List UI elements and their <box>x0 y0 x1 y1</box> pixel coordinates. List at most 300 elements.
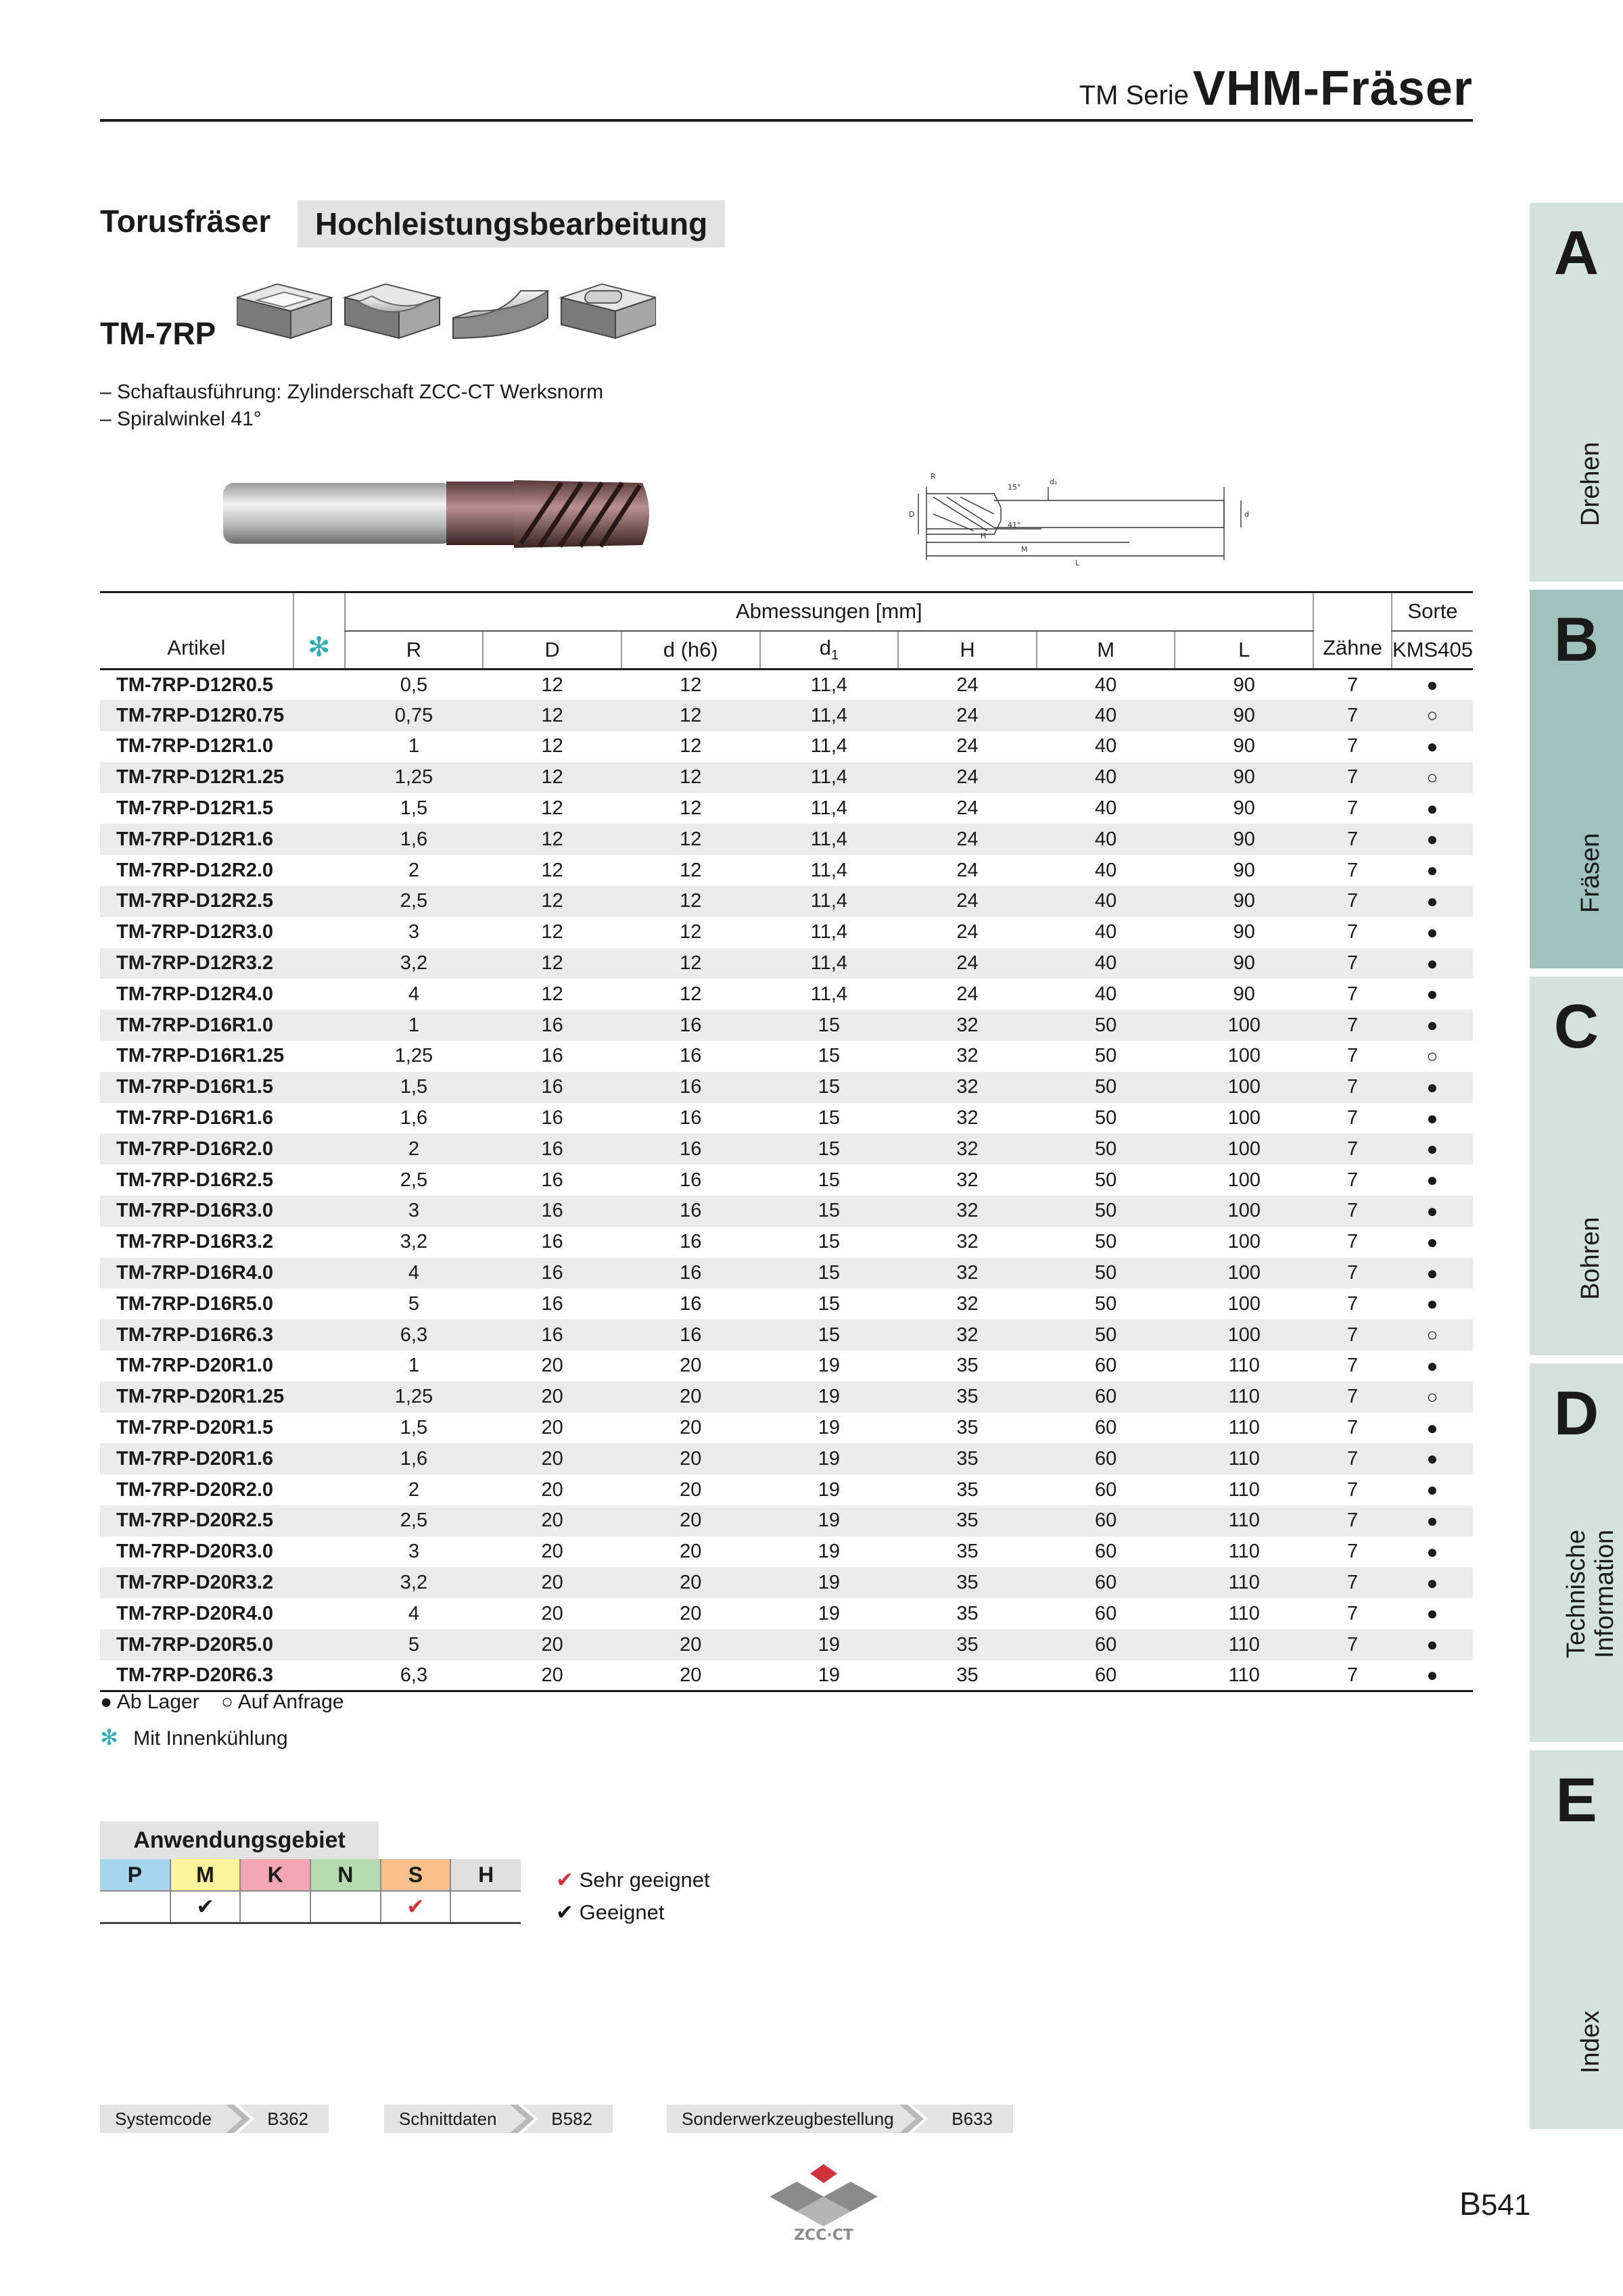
cell-m: 60 <box>1037 1568 1175 1599</box>
cell-m: 50 <box>1037 1196 1175 1227</box>
cell-d1: 11,4 <box>810 735 848 757</box>
cell-artikel: TM-7RP-D20R1.25 <box>100 1382 293 1413</box>
cell-h: 35 <box>956 1602 979 1624</box>
cell-d-h6: 12 <box>680 674 702 696</box>
drawing-label-d: d <box>1244 510 1249 519</box>
cell-d-h6: 12 <box>680 983 702 1005</box>
cell-l: 100 <box>1175 1319 1313 1351</box>
cell-zaehne: 7 <box>1346 1541 1359 1563</box>
cell-d-h6: 16 <box>680 1169 702 1191</box>
cell-d-h6: 20 <box>680 1355 702 1377</box>
material-k: K <box>240 1859 310 1891</box>
cell-m: 60 <box>1095 1541 1117 1563</box>
cell-artikel: TM-7RP-D16R2.0 <box>100 1133 293 1165</box>
cell-artikel: TM-7RP-D16R3.0 <box>100 1196 293 1227</box>
model-name: TM-7RP <box>100 316 216 351</box>
cell-d-h6: 16 <box>680 1231 702 1253</box>
cell-grade: ● <box>1426 1293 1438 1315</box>
tab-label: Fräsen <box>1576 833 1605 913</box>
cell-r: 4 <box>408 983 420 1005</box>
cell-coolant <box>293 1474 345 1505</box>
cell-m: 50 <box>1095 1169 1117 1191</box>
cell-r: 1,25 <box>345 762 484 793</box>
cell-h: 32 <box>898 1319 1037 1351</box>
cell-h: 24 <box>956 735 979 757</box>
cell-d-upper: 16 <box>541 1045 563 1067</box>
tab-bohren[interactable] <box>1530 973 1623 1355</box>
cell-l: 90 <box>1233 797 1255 820</box>
table-row <box>100 670 1473 701</box>
cell-h: 32 <box>898 1072 1037 1103</box>
cell-d-h6: 12 <box>621 700 760 731</box>
col-header-d-h6: d (h6) <box>621 631 760 670</box>
cell-d1: 19 <box>818 1355 841 1377</box>
cell-artikel: TM-7RP-D12R0.75 <box>100 700 293 731</box>
cell-grade: ○ <box>1392 700 1473 731</box>
cell-zaehne: 7 <box>1313 1568 1392 1599</box>
cell-coolant <box>293 1319 345 1351</box>
col-header-l: L <box>1175 631 1313 670</box>
cell-d1: 15 <box>818 1045 841 1067</box>
table-row <box>100 824 1473 855</box>
material-suitability-row <box>100 1891 521 1923</box>
application-grid <box>100 1859 521 1924</box>
pocket-shape-icon <box>561 284 656 338</box>
col-header-d1-sub: 1 <box>830 648 839 663</box>
cell-artikel: TM-7RP-D20R2.5 <box>100 1505 293 1537</box>
drawing-label-r: R <box>931 472 936 481</box>
cell-r: 1,6 <box>345 824 484 855</box>
cell-grade: ● <box>1392 1660 1473 1691</box>
cell-l: 110 <box>1175 1568 1313 1599</box>
cell-zaehne: 7 <box>1346 1355 1359 1377</box>
cell-l: 110 <box>1175 1443 1313 1474</box>
cell-d-h6: 12 <box>680 735 702 757</box>
tab-letter: C <box>1553 992 1599 1061</box>
cell-grade: ● <box>1426 1355 1438 1376</box>
cell-h: 24 <box>956 859 979 881</box>
cell-m: 50 <box>1037 1258 1175 1289</box>
cell-d-upper: 12 <box>541 983 563 1005</box>
cell-d-upper: 16 <box>483 1133 621 1165</box>
cell-d-h6: 12 <box>621 948 760 979</box>
cell-d-upper: 16 <box>483 1072 621 1103</box>
cell-l: 110 <box>1228 1417 1260 1439</box>
cell-grade: ● <box>1426 1107 1438 1129</box>
page-number <box>1459 2186 1530 2223</box>
coolant-legend-text: Mit Innenkühlung <box>133 1727 288 1750</box>
cell-artikel: TM-7RP-D16R2.5 <box>116 1169 274 1191</box>
cell-r: 1 <box>408 1355 420 1377</box>
cell-d-upper: 12 <box>541 735 563 757</box>
cell-r: 6,3 <box>345 1660 484 1691</box>
cell-d-h6: 20 <box>621 1660 760 1691</box>
cell-d-upper: 16 <box>483 1010 621 1041</box>
cell-grade: ● <box>1392 1505 1473 1537</box>
cell-m: 60 <box>1037 1505 1175 1537</box>
cell-h: 24 <box>956 674 979 696</box>
cell-m: 60 <box>1095 1417 1117 1439</box>
cell-zaehne: 7 <box>1346 921 1359 943</box>
cell-l: 90 <box>1233 735 1255 757</box>
cell-coolant <box>293 1288 345 1319</box>
cell-l: 90 <box>1233 921 1255 943</box>
page-letter: B <box>1459 2186 1482 2222</box>
cell-l: 100 <box>1175 1133 1313 1165</box>
cell-r: 1,6 <box>345 1443 484 1474</box>
table-row <box>100 1598 1473 1629</box>
ref-label: Systemcode <box>115 2109 212 2129</box>
cell-zaehne: 7 <box>1346 1602 1359 1624</box>
cell-zaehne: 7 <box>1346 797 1359 820</box>
tab-label-line1: Technische <box>1562 1529 1591 1658</box>
cell-grade: ● <box>1426 1417 1438 1438</box>
drawing-label-d-upper: D <box>909 510 915 519</box>
cell-grade: ● <box>1392 1629 1473 1660</box>
cell-d-h6: 16 <box>680 1292 702 1315</box>
cell-h: 35 <box>956 1355 979 1377</box>
ref-label: Schnittdaten <box>399 2109 497 2129</box>
cell-d1: 15 <box>760 1133 899 1165</box>
cell-d-h6: 20 <box>621 1443 760 1474</box>
cell-zaehne: 7 <box>1346 1169 1359 1191</box>
page-header <box>100 61 1473 122</box>
cell-coolant <box>293 1227 345 1258</box>
cell-d1: 15 <box>760 1196 899 1227</box>
col-header-h: H <box>898 631 1037 670</box>
cell-h: 24 <box>956 921 979 943</box>
cell-d-upper: 12 <box>483 824 621 855</box>
cell-coolant <box>293 670 345 701</box>
cell-m: 60 <box>1095 1478 1117 1501</box>
cell-grade: ● <box>1426 735 1438 757</box>
cell-r: 6,3 <box>345 1319 484 1351</box>
cell-zaehne: 7 <box>1313 700 1392 731</box>
cell-artikel: TM-7RP-D12R1.0 <box>116 735 274 757</box>
ref-schnittdaten[interactable] <box>384 2105 613 2133</box>
cell-r: 1,5 <box>400 1417 428 1439</box>
cell-artikel: TM-7RP-D16R4.0 <box>100 1258 293 1289</box>
cell-h: 24 <box>956 797 979 820</box>
cell-d-upper: 20 <box>541 1541 563 1563</box>
cell-d-upper: 20 <box>483 1568 621 1599</box>
table-row <box>100 917 1473 948</box>
cell-artikel: TM-7RP-D16R1.6 <box>116 1107 274 1129</box>
material-mark-p <box>100 1891 170 1923</box>
cell-d1: 19 <box>760 1629 899 1660</box>
cell-h: 35 <box>898 1629 1037 1660</box>
cell-h: 32 <box>956 1292 979 1315</box>
cell-m: 50 <box>1095 1107 1117 1129</box>
tab-label: Bohren <box>1576 1217 1605 1300</box>
cell-d1: 11,4 <box>760 700 899 731</box>
cell-coolant <box>293 1660 345 1691</box>
cell-d1: 19 <box>818 1541 841 1563</box>
cell-l: 90 <box>1175 824 1313 855</box>
cell-h: 35 <box>956 1541 979 1563</box>
tab-drehen[interactable] <box>1530 199 1623 582</box>
cell-h: 35 <box>898 1382 1037 1413</box>
cell-r: 3 <box>345 1196 484 1227</box>
section-badge: Hochleistungsbearbeitung <box>298 200 725 248</box>
cell-grade: ● <box>1426 674 1438 696</box>
cell-coolant <box>293 1568 345 1599</box>
cell-zaehne: 7 <box>1346 1417 1359 1439</box>
cell-zaehne: 7 <box>1313 1505 1392 1537</box>
cell-d1: 11,4 <box>760 886 899 917</box>
cell-grade: ● <box>1392 1568 1473 1599</box>
cell-coolant <box>293 1103 345 1134</box>
cell-l: 100 <box>1227 1169 1261 1191</box>
cell-l: 100 <box>1227 1231 1261 1253</box>
legend-suitable: Geeignet <box>579 1900 665 1924</box>
cell-artikel: TM-7RP-D20R6.3 <box>100 1660 293 1691</box>
cell-coolant <box>293 1413 345 1444</box>
drawing-label-angle1: 15° <box>1008 483 1021 492</box>
cell-artikel: TM-7RP-D16R1.25 <box>116 1045 285 1067</box>
cell-d-upper: 20 <box>483 1660 621 1691</box>
cell-d1: 15 <box>818 1292 841 1315</box>
col-header-d1 <box>760 631 899 670</box>
logo-text: ZCC·CT <box>794 2227 853 2243</box>
table-row <box>100 1413 1473 1444</box>
cell-d-upper: 12 <box>483 762 621 793</box>
cell-l: 110 <box>1228 1355 1260 1377</box>
cell-h: 32 <box>956 1231 979 1253</box>
table-row <box>100 762 1473 793</box>
cell-r: 1 <box>408 735 420 757</box>
cell-m: 40 <box>1037 700 1175 731</box>
cell-d-upper: 20 <box>541 1602 563 1624</box>
cell-d1: 11,4 <box>810 859 848 881</box>
cell-d-upper: 12 <box>541 921 563 943</box>
cell-h: 35 <box>898 1660 1037 1691</box>
col-header-coolant <box>293 592 345 670</box>
cell-grade: ○ <box>1392 762 1473 793</box>
cell-d1: 19 <box>818 1602 841 1624</box>
cell-d-h6: 20 <box>621 1505 760 1537</box>
cell-m: 50 <box>1095 1231 1117 1253</box>
cell-h: 32 <box>898 1196 1037 1227</box>
step-shape-icon <box>237 284 331 338</box>
cell-d-h6: 12 <box>680 921 702 943</box>
coolant-legend-icon: ✻ <box>100 1725 118 1750</box>
cell-d-h6: 16 <box>680 1045 702 1067</box>
cell-d1: 11,4 <box>810 674 848 696</box>
cell-r: 3,2 <box>400 1231 428 1253</box>
cell-zaehne: 7 <box>1313 824 1392 855</box>
cell-grade: ● <box>1392 948 1473 979</box>
product-table-body <box>100 670 1473 1691</box>
cell-m: 40 <box>1095 735 1117 757</box>
cell-l: 100 <box>1227 1107 1261 1129</box>
technical-drawing <box>906 460 1258 568</box>
cell-d-upper: 12 <box>483 948 621 979</box>
cell-coolant <box>293 1196 345 1227</box>
cell-r: 1 <box>345 1010 484 1041</box>
cell-artikel: TM-7RP-D16R5.0 <box>116 1292 274 1315</box>
ref-systemcode[interactable] <box>100 2105 329 2133</box>
cell-d-h6: 12 <box>621 762 760 793</box>
cell-d1: 19 <box>760 1505 899 1537</box>
cell-d1: 15 <box>818 1107 841 1129</box>
table-row <box>100 1103 1473 1134</box>
table-row <box>100 1660 1473 1691</box>
cell-artikel: TM-7RP-D20R4.0 <box>116 1602 274 1624</box>
cell-r: 2,5 <box>345 886 484 917</box>
zcc-ct-logo <box>763 2161 885 2243</box>
cell-d-upper: 20 <box>483 1443 621 1474</box>
cell-m: 50 <box>1037 1072 1175 1103</box>
cell-d-upper: 20 <box>483 1629 621 1660</box>
feature-list <box>100 379 603 433</box>
very-suitable-check-icon: ✔ <box>556 1868 573 1892</box>
table-row <box>100 1382 1473 1413</box>
cell-grade: ● <box>1392 1258 1473 1289</box>
cell-artikel: TM-7RP-D20R1.0 <box>116 1355 274 1377</box>
cell-artikel: TM-7RP-D12R1.6 <box>100 824 293 855</box>
table-row <box>100 886 1473 917</box>
cell-l: 90 <box>1175 762 1313 793</box>
cell-r: 3,2 <box>345 1568 484 1599</box>
feature-item: – Schaftausführung: Zylinderschaft ZCC-CT Werksnorm <box>100 381 604 403</box>
cell-d-upper: 12 <box>483 700 621 731</box>
product-table-wrap <box>100 591 1473 1692</box>
table-row <box>100 1537 1473 1568</box>
cell-l: 110 <box>1228 1602 1260 1624</box>
cell-d1: 15 <box>760 1319 899 1351</box>
cell-coolant <box>293 886 345 917</box>
cell-d1: 19 <box>760 1660 899 1691</box>
tool-photo <box>223 473 656 555</box>
cell-zaehne: 7 <box>1313 762 1392 793</box>
cell-grade: ● <box>1426 1169 1438 1191</box>
table-row <box>100 1505 1473 1537</box>
cell-m: 50 <box>1095 1045 1117 1067</box>
cell-d1: 15 <box>818 1231 841 1253</box>
cell-coolant <box>293 1351 345 1382</box>
cell-zaehne: 7 <box>1346 983 1359 1005</box>
cell-d1: 11,4 <box>760 824 899 855</box>
table-row <box>100 948 1473 979</box>
cell-m: 40 <box>1095 797 1117 820</box>
drawing-label-m: M <box>1021 545 1028 554</box>
cell-h: 32 <box>898 1258 1037 1289</box>
cell-grade: ● <box>1392 1072 1473 1103</box>
cell-grade: ○ <box>1392 1319 1473 1351</box>
cell-m: 40 <box>1037 886 1175 917</box>
table-row <box>100 1041 1473 1072</box>
cell-d1: 15 <box>760 1010 899 1041</box>
cell-artikel: TM-7RP-D12R1.5 <box>116 797 274 820</box>
cell-d-h6: 20 <box>680 1417 702 1439</box>
cell-m: 60 <box>1037 1660 1175 1691</box>
col-header-artikel: Artikel <box>100 592 293 670</box>
drawing-label-l: L <box>1075 559 1080 567</box>
cell-r: 2 <box>408 859 420 881</box>
cell-d-upper: 16 <box>483 1196 621 1227</box>
col-header-zaehne: Zähne <box>1313 592 1392 670</box>
tab-technische-information[interactable] <box>1530 1359 1623 1742</box>
cell-r: 0,5 <box>400 674 428 696</box>
cell-zaehne: 7 <box>1346 1045 1359 1067</box>
cell-d-h6: 16 <box>621 1133 760 1165</box>
material-mark-h <box>450 1891 521 1923</box>
cell-d1: 11,4 <box>810 921 848 943</box>
tab-letter: E <box>1555 1766 1597 1835</box>
cell-m: 50 <box>1037 1133 1175 1165</box>
cell-h: 35 <box>898 1443 1037 1474</box>
legend-very-suitable: Sehr geeignet <box>579 1868 710 1892</box>
cell-l: 110 <box>1175 1382 1313 1413</box>
ref-sonderwerkzeug[interactable] <box>667 2105 1013 2133</box>
tab-label-line2: Information <box>1591 1529 1619 1658</box>
cell-d1: 15 <box>760 1258 899 1289</box>
cell-h: 24 <box>898 762 1037 793</box>
cell-artikel: TM-7RP-D12R3.2 <box>100 948 293 979</box>
cell-d-h6: 12 <box>680 859 702 881</box>
cell-grade: ● <box>1426 983 1438 1005</box>
material-n: N <box>310 1859 381 1891</box>
cell-r: 3 <box>408 1541 420 1563</box>
cell-d-h6: 16 <box>621 1258 760 1289</box>
cell-m: 40 <box>1095 921 1117 943</box>
cell-coolant <box>293 1382 345 1413</box>
cell-d-h6: 20 <box>680 1602 702 1624</box>
table-row <box>100 979 1473 1010</box>
cell-l: 110 <box>1228 1478 1260 1501</box>
cell-r: 5 <box>345 1629 484 1660</box>
tab-index[interactable] <box>1530 1746 1623 2129</box>
cell-d-h6: 12 <box>621 886 760 917</box>
table-row <box>100 1227 1473 1258</box>
cell-zaehne: 7 <box>1346 859 1359 881</box>
cell-d1: 19 <box>760 1568 899 1599</box>
cell-coolant <box>293 1133 345 1165</box>
cell-grade: ● <box>1392 1196 1473 1227</box>
cell-artikel: TM-7RP-D20R2.0 <box>116 1478 274 1501</box>
cell-h: 32 <box>956 1107 979 1129</box>
col-header-d-upper: D <box>483 631 621 670</box>
cell-d-h6: 16 <box>621 1010 760 1041</box>
cell-l: 100 <box>1175 1258 1313 1289</box>
cell-coolant <box>293 1041 345 1072</box>
cell-coolant <box>293 1537 345 1568</box>
cell-zaehne: 7 <box>1346 1478 1359 1501</box>
ref-label: Sonderwerkzeugbestellung <box>682 2109 894 2129</box>
cell-m: 40 <box>1037 824 1175 855</box>
cell-d1: 19 <box>760 1382 899 1413</box>
cell-m: 50 <box>1037 1010 1175 1041</box>
tab-label <box>1562 1530 1619 1658</box>
cell-grade: ● <box>1392 1010 1473 1041</box>
material-mark-k <box>240 1891 310 1923</box>
series-label: TM Serie <box>1079 80 1189 110</box>
cell-coolant <box>293 1505 345 1537</box>
cell-r: 1,25 <box>394 1045 433 1067</box>
col-header-grade: KMS405 <box>1392 631 1473 670</box>
cell-artikel: TM-7RP-D12R2.5 <box>100 886 293 917</box>
cell-zaehne: 7 <box>1313 1133 1392 1165</box>
cell-coolant <box>293 700 345 731</box>
cell-h: 35 <box>898 1505 1037 1537</box>
cell-artikel: TM-7RP-D20R1.6 <box>100 1443 293 1474</box>
tab-fraesen[interactable] <box>1530 586 1623 968</box>
table-row <box>100 855 1473 886</box>
cell-zaehne: 7 <box>1313 948 1392 979</box>
page-title: VHM-Fräser <box>1192 62 1473 116</box>
cell-r: 2,5 <box>345 1505 484 1537</box>
